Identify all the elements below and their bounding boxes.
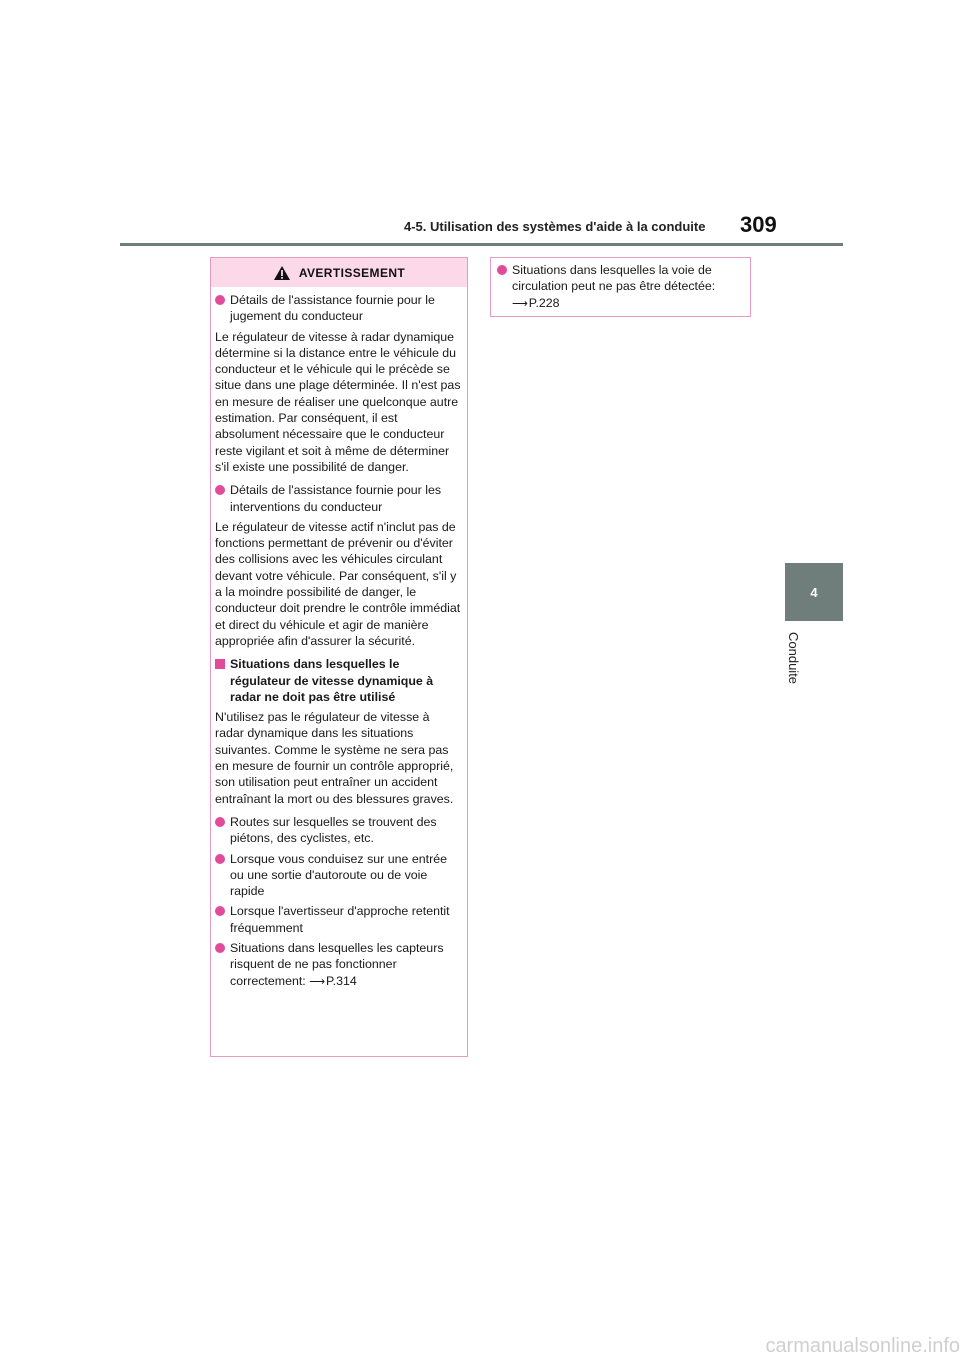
list-item-text: Situations dans lesquelles la voie de circulation peut ne pas être détectée: [512, 263, 716, 294]
bullet-icon [215, 906, 225, 916]
page-reference-link[interactable]: P.314 [325, 973, 357, 988]
list-item [215, 814, 461, 847]
arrow-right-icon: ⟶ [512, 297, 528, 310]
subsection-heading-text: Situations dans lesquelles le régulateur de vitesse dynamique à radar ne doit pas être utilisé [230, 657, 434, 704]
list-item [215, 851, 461, 900]
paragraph: N'utilisez pas le régulateur de vitesse à radar dynamique dans les situations suivantes. Comme le système ne sera pas en mesure de fournir un contrôle approprié, son utilisation peut entraîner un accident entraînant la mort ou des blessures graves. [215, 710, 454, 806]
warning-title: AVERTISSEMENT [298, 265, 406, 280]
chapter-label: Conduite [786, 632, 801, 685]
bullet-icon [497, 265, 507, 275]
chapter-number: 4 [810, 584, 818, 600]
section-title: 4-5. Utilisation des systèmes d'aide à la conduite [404, 219, 706, 234]
square-bullet-icon [215, 659, 225, 669]
chapter-tab[interactable] [785, 563, 843, 621]
bullet-icon [215, 817, 225, 827]
list-item-text: Routes sur lesquelles se trouvent des piétons, des cyclistes, etc. [230, 814, 437, 846]
list-item [215, 903, 461, 936]
page-reference-link[interactable]: P.228 [528, 295, 560, 310]
page-number: 309 [740, 212, 777, 237]
header-divider [120, 243, 843, 246]
info-box [490, 257, 751, 317]
warning-content [211, 287, 467, 990]
arrow-right-icon: ⟶ [309, 975, 325, 988]
subsection-heading [215, 656, 461, 705]
bullet-icon [215, 943, 225, 953]
list-item-text: Lorsque vous conduisez sur une entrée ou une sortie d'autoroute ou de voie rapide [230, 851, 447, 899]
warning-box [210, 257, 468, 1057]
list-item [215, 482, 461, 515]
watermark: carmanualsonline.info [765, 1335, 960, 1357]
paragraph: Le régulateur de vitesse actif n'inclut pas de fonctions permettant de prévenir ou d'éviter des collisions avec les véhicules circulant devant votre véhicule. Par conséquent, s'il y a la moindre possibilité de danger, le conducteur doit prendre le contrôle immédiat et direct du véhicule et agir de manière appropriée afin d'assurer la sécurité. [215, 519, 461, 648]
warning-header [211, 258, 467, 287]
bullet-icon [215, 295, 225, 305]
paragraph: Le régulateur de vitesse à radar dynamique détermine si la distance entre le véhicule du conducteur et le véhicule qui le précède se situe dans une plage déterminée. Il n'est pas en mesure de réaliser une quelconque autre estimation. Par conséquent, il est absolument nécessaire que le conducteur reste vigilant et soit à même de déterminer s'il existe une possibilité de danger. [215, 329, 461, 474]
list-item [215, 940, 461, 990]
list-item [497, 262, 744, 312]
bullet-icon [215, 854, 225, 864]
list-item-text: Lorsque l'avertisseur d'approche retentit fréquemment [230, 904, 450, 935]
list-item-text: Détails de l'assistance fournie pour le jugement du conducteur [230, 293, 435, 324]
list-item-text: Détails de l'assistance fournie pour les interventions du conducteur [230, 483, 442, 514]
list-item [215, 292, 461, 325]
bullet-icon [215, 485, 225, 495]
warning-triangle-icon [273, 265, 291, 281]
list-item-text: Situations dans lesquelles les capteurs risquent de ne pas fonctionner correctement: [230, 940, 444, 988]
